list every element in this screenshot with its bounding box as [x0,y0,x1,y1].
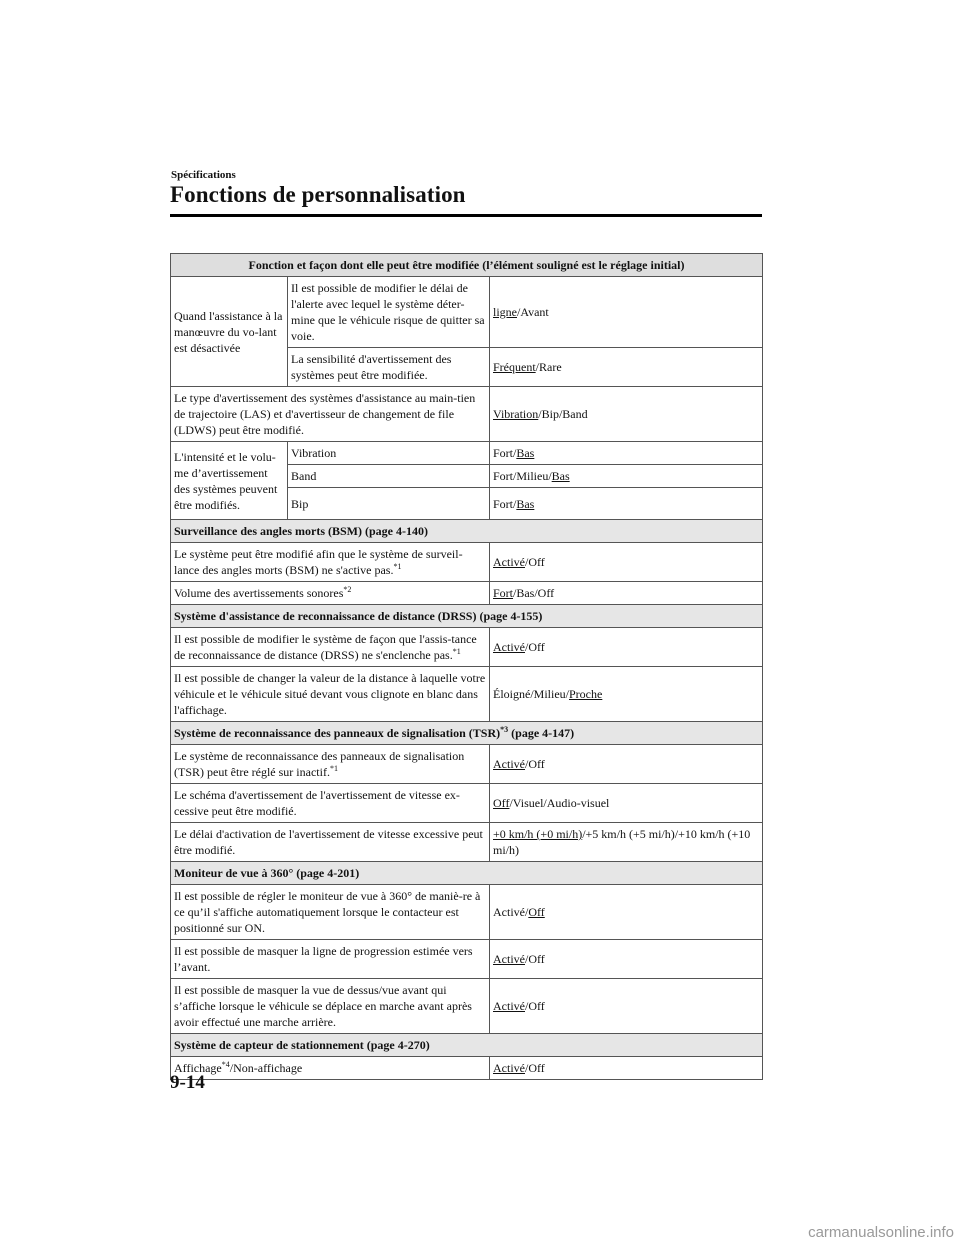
default-setting: Activé [493,999,525,1013]
row-description: Il est possible de masquer la ligne de progression estimée vers l’avant. [171,940,490,979]
row-description [171,628,490,667]
default-setting: +0 km/h (+0 mi/h) [493,827,583,841]
default-setting: Vibration [493,407,539,421]
table-row [171,979,763,1034]
row-description: La sensibilité d'avertissement des systèmes peut être modifiée. [288,348,490,387]
table-row [171,823,763,862]
row-value [490,1057,763,1080]
default-setting: Proche [569,687,603,701]
section-label: Spécifications [171,169,236,181]
watermark: carmanualsonline.info [808,1224,954,1241]
group-title: Moniteur de vue à 360° (page 4-201) [171,862,763,885]
volume-label: L'intensité et le volu-me d’avertissement des systèmes peuvent être modifiés. [171,442,288,520]
warning-type: Vibration [288,442,490,465]
setting-options: /Avant [517,305,549,319]
default-setting: Activé [493,952,525,966]
table-row [171,940,763,979]
steering-off-label: Quand l'assistance à la manœuvre du vo-lant est désactivée [171,277,288,387]
title-divider [170,214,762,217]
row-description [171,543,490,582]
default-setting: Fort [493,586,514,600]
row-description: Il est possible de changer la valeur de la distance à laquelle votre véhicule et le véhicule situé devant vous clignote en blanc dans l'affichage. [171,667,490,722]
row-value [490,784,763,823]
setting-options: /Visuel/Audio-visuel [509,796,610,810]
row-value [490,465,763,488]
group-title-page: (page 4-147) [508,726,575,740]
page-title: Fonctions de personnalisation [170,182,466,207]
group-row [171,862,763,885]
table-header: Fonction et façon dont elle peut être modifiée (l’élément souligné est le réglage initial) [171,254,763,277]
setting-options: /Off [525,952,545,966]
table-row [171,543,763,582]
setting-options: Fort/ [493,446,517,460]
table-row [171,784,763,823]
setting-options: /+5 km/h (+5 mi/h)/+10 km/h (+10 mi/h) [493,827,751,857]
group-title: Système d'assistance de reconnaissance de distance (DRSS) (page 4-155) [171,605,763,628]
table-row [171,1057,763,1080]
group-title [171,722,763,745]
row-description: Le type d'avertissement des systèmes d'assistance au main-tien de trajectoire (LAS) et d'avertisseur de changement de file (LDWS) peut être modifié. [171,387,490,442]
group-title-text: Système de reconnaissance des panneaux de signalisation (TSR) [174,726,501,740]
row-description: Il est possible de masquer la vue de dessus/vue avant qui s’affiche lorsque le véhicule se déplace en marche avant après avoir effectué une marche arrière. [171,979,490,1034]
row-description-text: /Non-affichage [229,1061,303,1075]
setting-options: Activé/ [493,905,529,919]
row-value [490,543,763,582]
table-row [171,745,763,784]
row-description: Il est possible de régler le moniteur de vue à 360° de maniè-re à ce qu’il s'affiche automatiquement lorsque le contacteur est positionné sur ON. [171,885,490,940]
default-setting: Bas [516,496,535,511]
row-value [490,628,763,667]
row-description: Le délai d'activation de l'avertissement de vitesse excessive peut être modifié. [171,823,490,862]
table-row [171,628,763,667]
table-row [171,667,763,722]
setting-options: /Bip/Band [538,407,588,421]
group-row [171,1034,763,1057]
row-value [490,387,763,442]
default-setting: Off [528,905,545,919]
customization-table [170,253,763,1080]
row-value [490,823,763,862]
row-description: Le schéma d'avertissement de l'avertissement de vitesse ex-cessive peut être modifié. [171,784,490,823]
footnote-ref: *4 [221,1060,230,1069]
group-row [171,520,763,543]
row-value [490,582,763,605]
row-description [171,745,490,784]
row-value [490,488,763,520]
table-row [171,582,763,605]
default-setting: Activé [493,757,525,771]
default-setting: Bas [516,446,535,460]
setting-options: /Off [525,757,545,771]
setting-options: /Off [525,1061,545,1075]
table-row [171,885,763,940]
default-setting: Fréquent [493,360,536,374]
table-row [171,277,763,348]
footnote-ref: *3 [500,725,509,734]
table-header-row [171,254,763,277]
default-setting: Bas [551,469,570,483]
setting-options: /Off [525,555,545,569]
row-value [490,277,763,348]
row-value [490,667,763,722]
row-value [490,979,763,1034]
setting-options: Fort/Milieu/ [493,469,552,483]
row-description-text: Le système peut être modifié afin que le système de surveil-lance des angles morts (BSM) ne s'active pas. [174,547,463,577]
default-setting: Activé [493,555,525,569]
default-setting: ligne [493,305,517,319]
group-title: Surveillance des angles morts (BSM) (page 4-140) [171,520,763,543]
row-value [490,442,763,465]
row-value [490,745,763,784]
footnote-ref: *1 [329,764,338,773]
footnote-ref: *1 [452,647,461,656]
row-description-text: Volume des avertissements sonores [174,586,344,600]
group-row [171,605,763,628]
warning-type: Bip [288,488,490,520]
footnote-ref: *2 [343,585,352,594]
footnote-ref: *1 [393,562,402,571]
setting-options: /Off [525,999,545,1013]
row-description [171,1057,490,1080]
warning-type: Band [288,465,490,488]
setting-options: /Off [525,640,545,654]
row-description: Il est possible de modifier le délai de l'alerte avec lequel le système déter-mine que le véhicule risque de quitter sa voie. [288,277,490,348]
row-value [490,348,763,387]
setting-options: Fort/ [493,496,517,511]
setting-options: Éloigné/Milieu/ [493,687,569,701]
page-number: 9-14 [170,1072,205,1093]
group-title: Système de capteur de stationnement (page 4-270) [171,1034,763,1057]
row-value [490,940,763,979]
group-row [171,722,763,745]
row-description [171,582,490,605]
table-row [171,387,763,442]
setting-options: /Bas/Off [513,586,555,600]
table-row [171,442,763,465]
default-setting: Activé [493,640,525,654]
row-description-text: Le système de reconnaissance des panneaux de signalisation (TSR) peut être réglé sur inactif. [174,749,465,779]
default-setting: Activé [493,1061,525,1075]
setting-options: /Rare [535,360,562,374]
row-description-text: Il est possible de modifier le système de façon que l'assis-tance de reconnaissance de distance (DRSS) ne s'enclenche pas. [174,632,477,662]
row-value [490,885,763,940]
row-description-text: Affichage [174,1061,222,1075]
default-setting: Off [493,796,510,810]
